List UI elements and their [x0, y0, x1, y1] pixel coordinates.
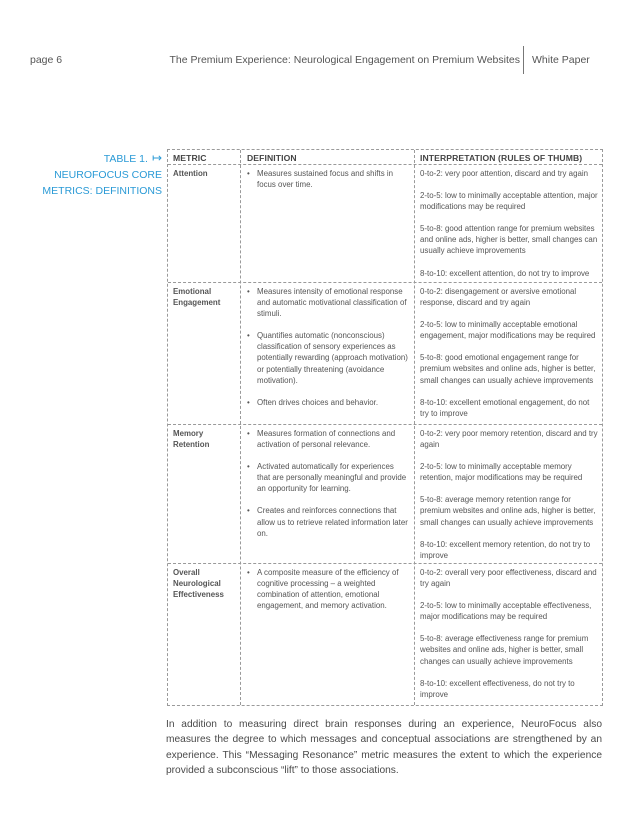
interpretation-item: 2-to-5: low to minimally acceptable attention, major modifications may be required: [420, 191, 598, 212]
interpretation-item: 0-to-2: overall very poor effectiveness, discard and try again: [420, 568, 597, 589]
table-row-definition: [247, 286, 409, 408]
arrow-right-icon: ↦: [151, 151, 162, 165]
table-row-metric: [173, 286, 237, 308]
definition-item: • Creates and reinforces connections that allow us to retrieve related information later on.: [247, 505, 409, 538]
interpretation-item: 8-to-10: excellent memory retention, do not try to improve: [420, 539, 591, 560]
column-header-interpretation: INTERPRETATION (RULES OF THUMB): [420, 153, 583, 163]
definition-item: • Measures sustained focus and shifts in focus over time.: [247, 168, 409, 190]
table-row-metric: [173, 428, 237, 450]
definition-item: • Measures intensity of emotional response and automatic motivational classification of stimuli.: [247, 286, 409, 319]
header-divider: [523, 46, 524, 74]
metric-name: Emotional: [173, 287, 212, 296]
interpretation-item: 0-to-2: disengagement or aversive emotional response, discard and try again: [420, 287, 577, 308]
row-divider: [168, 424, 602, 425]
table-label: TABLE 1.: [103, 153, 148, 165]
metric-name: Engagement: [173, 298, 221, 308]
interpretation-item: 5-to-8: good emotional engagement range for premium websites and online ads, higher is better, small changes can usually achieve improvements: [420, 353, 596, 385]
interpretation-item: 2-to-5: low to minimally acceptable emotional engagement, major modifications may be required: [420, 320, 596, 341]
metric-name: Retention: [173, 440, 210, 450]
metric-name: Overall: [173, 568, 200, 577]
row-divider: [168, 563, 602, 564]
metric-name: Attention: [173, 169, 208, 178]
table-caption-line-3: METRICS: DEFINITIONS: [42, 185, 162, 197]
table-row-interpretation: [420, 567, 600, 700]
interpretation-item: 8-to-10: excellent attention, do not try to improve: [420, 268, 590, 278]
table-caption-line-2: NEUROFOCUS CORE: [54, 169, 162, 181]
table-row-definition: [247, 428, 409, 539]
table-row-interpretation: [420, 428, 600, 561]
interpretation-item: 8-to-10: excellent emotional engagement, do not try to improve: [420, 397, 590, 418]
definition-item: • Activated automatically for experiences that are personally meaningful and provide an opportunity for learning.: [247, 461, 409, 494]
interpretation-item: 5-to-8: good attention range for premium websites and online ads, higher is better, small changes can usually achieve improvements: [420, 224, 598, 256]
table-row-definition: [247, 567, 409, 611]
row-divider: [168, 164, 602, 165]
metric-name: Memory: [173, 429, 204, 438]
document-type: White Paper: [532, 54, 590, 66]
table-caption: [24, 150, 162, 199]
interpretation-item: 5-to-8: average memory retention range for premium websites and online ads, higher is better, small changes can usually achieve improvements: [420, 495, 596, 527]
interpretation-item: 5-to-8: average effectiveness range for premium websites and online ads, higher is better, small changes can usually achieve improvements: [420, 634, 589, 666]
definition-item: • A composite measure of the efficiency of cognitive processing – a weighted combination of attention, emotional engagement, and memory activation.: [247, 567, 409, 611]
body-paragraph: In addition to measuring direct brain responses during an experience, NeuroFocus also measures the degree to which messages and conceptual associations are strengthened by an experience. This “Messaging Resonance” metric measures the extent to which the experience provided a subconscious “lift” to those associations.: [166, 719, 602, 777]
definition-item: • Measures formation of connections and activation of personal relevance.: [247, 428, 409, 450]
table-row-interpretation: [420, 168, 600, 279]
table-row-interpretation: [420, 286, 600, 419]
table-row-metric: [173, 168, 237, 179]
column-header-definition: DEFINITION: [247, 153, 297, 163]
interpretation-item: 8-to-10: excellent effectiveness, do not try to improve: [420, 678, 575, 699]
table-row-definition: [247, 168, 409, 190]
metric-name: Effectiveness: [173, 590, 224, 600]
definition-item: • Often drives choices and behavior.: [247, 397, 409, 408]
definition-item: • Quantifies automatic (nonconscious) classification of sensory experiences as potentially rewarding (approach motivation) or potentially threatening (avoidance motivation).: [247, 330, 409, 385]
table-row-metric: [173, 567, 237, 600]
column-divider: [414, 150, 415, 705]
interpretation-item: 0-to-2: very poor memory retention, discard and try again: [420, 429, 598, 450]
row-divider: [168, 282, 602, 283]
interpretation-item: 2-to-5: low to minimally acceptable memory retention, major modifications may be required: [420, 462, 583, 483]
page-number: page 6: [30, 54, 63, 66]
interpretation-item: 2-to-5: low to minimally acceptable effectiveness, major modifications may be required: [420, 601, 592, 622]
metrics-table: [167, 149, 603, 706]
interpretation-item: 0-to-2: very poor attention, discard and try again: [420, 169, 588, 178]
column-divider: [240, 150, 241, 705]
document-title: The Premium Experience: Neurological Engagement on Premium Websites: [169, 54, 520, 66]
metric-name: Neurological: [173, 579, 221, 589]
column-header-metric: METRIC: [173, 153, 207, 163]
